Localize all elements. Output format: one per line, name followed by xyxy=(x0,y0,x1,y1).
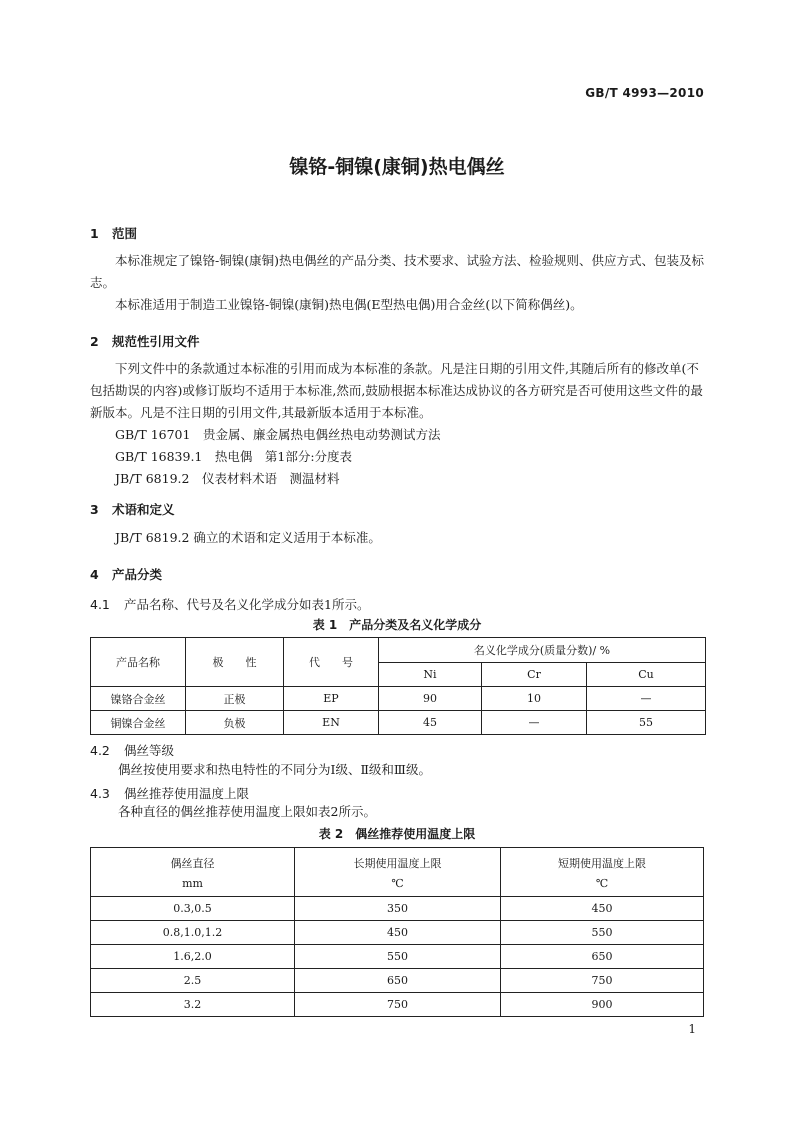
reference-item: JB/T 6819.2 仪表材料术语 测温材料 xyxy=(115,471,340,486)
cell-diameter: 0.3,0.5 xyxy=(91,897,295,921)
header-product-name: 产品名称 xyxy=(91,638,186,687)
header-code: 代 号 xyxy=(284,638,379,687)
cell-short-term: 450 xyxy=(501,897,704,921)
section-1-heading xyxy=(90,224,137,242)
section-2-heading xyxy=(90,332,200,350)
section-3-paragraph-1: JB/T 6819.2 确立的术语和定义适用于本标准。 xyxy=(115,530,381,545)
clause-4-2-text: 偶丝按使用要求和热电特性的不同分为Ⅰ级、Ⅱ级和Ⅲ级。 xyxy=(118,762,431,777)
cell-cu: — xyxy=(587,687,706,711)
table-row xyxy=(91,711,706,735)
cell-long-term: 450 xyxy=(295,921,501,945)
cell-long-term: 750 xyxy=(295,993,501,1017)
table-2 xyxy=(90,847,704,1017)
header-composition: 名义化学成分(质量分数)/ % xyxy=(379,638,706,663)
cell-ni: 90 xyxy=(379,687,482,711)
cell-short-term: 750 xyxy=(501,969,704,993)
cell-short-term: 900 xyxy=(501,993,704,1017)
table-row xyxy=(91,687,706,711)
header-long-term xyxy=(295,848,501,897)
cell-cr: — xyxy=(482,711,587,735)
section-number: 2 xyxy=(90,334,99,349)
header-cu: Cu xyxy=(587,663,706,687)
cell-cu: 55 xyxy=(587,711,706,735)
section-number: 4 xyxy=(90,567,99,582)
header-short-term-unit: ℃ xyxy=(595,876,609,890)
cell-short-term: 550 xyxy=(501,921,704,945)
section-4-heading xyxy=(90,565,162,583)
table-1 xyxy=(90,637,706,735)
header-diameter xyxy=(91,848,295,897)
cell-cr: 10 xyxy=(482,687,587,711)
standard-number: GB/T 4993—2010 xyxy=(585,86,704,100)
clause-title: 偶丝推荐使用温度上限 xyxy=(124,786,250,801)
cell-diameter: 0.8,1.0,1.2 xyxy=(91,921,295,945)
cell-polarity: 正极 xyxy=(186,687,284,711)
table-2-caption: 表 2 偶丝推荐使用温度上限 xyxy=(318,827,476,841)
header-ni: Ni xyxy=(379,663,482,687)
clause-number: 4.3 xyxy=(90,786,110,801)
cell-code: EN xyxy=(284,711,379,735)
header-long-term-label: 长期使用温度上限 xyxy=(353,856,442,870)
clause-number: 4.1 xyxy=(90,597,110,612)
clause-4-3-text: 各种直径的偶丝推荐使用温度上限如表2所示。 xyxy=(118,804,376,819)
section-title: 规范性引用文件 xyxy=(112,334,200,349)
table-1-caption: 表 1 产品分类及名义化学成分 xyxy=(312,618,482,632)
section-title: 范围 xyxy=(112,226,138,241)
cell-long-term: 550 xyxy=(295,945,501,969)
header-diameter-label: 偶丝直径 xyxy=(170,856,215,870)
section-1-paragraph-1: 本标准规定了镍铬-铜镍(康铜)热电偶丝的产品分类、技术要求、试验方法、检验规则、供应方式、包装及标志。 xyxy=(90,253,704,290)
table-row xyxy=(91,921,704,945)
section-title: 产品分类 xyxy=(112,567,163,582)
header-cr: Cr xyxy=(482,663,587,687)
section-1-paragraph-2: 本标准适用于制造工业镍铬-铜镍(康铜)热电偶(E型热电偶)用合金丝(以下简称偶丝)。 xyxy=(115,297,583,312)
reference-item: GB/T 16839.1 热电偶 第1部分:分度表 xyxy=(115,449,353,464)
cell-short-term: 650 xyxy=(501,945,704,969)
header-short-term xyxy=(501,848,704,897)
header-diameter-unit: mm xyxy=(182,876,203,890)
clause-number: 4.2 xyxy=(90,743,110,758)
cell-ni: 45 xyxy=(379,711,482,735)
section-number: 1 xyxy=(90,226,99,241)
cell-long-term: 650 xyxy=(295,969,501,993)
clause-4-1 xyxy=(90,595,369,613)
document-title: 镍铬-铜镍(康铜)热电偶丝 xyxy=(289,156,505,178)
header-long-term-unit: ℃ xyxy=(391,876,404,890)
cell-diameter: 3.2 xyxy=(91,993,295,1017)
table-row xyxy=(91,897,704,921)
cell-diameter: 2.5 xyxy=(91,969,295,993)
header-short-term-label: 短期使用温度上限 xyxy=(558,856,646,870)
clause-title: 偶丝等级 xyxy=(124,743,175,758)
cell-code: EP xyxy=(284,687,379,711)
section-title: 术语和定义 xyxy=(112,502,175,517)
reference-item: GB/T 16701 贵金属、廉金属热电偶丝热电动势测试方法 xyxy=(115,427,441,442)
cell-diameter: 1.6,2.0 xyxy=(91,945,295,969)
table-row xyxy=(91,945,704,969)
clause-4-3 xyxy=(90,784,249,802)
header-polarity: 极 性 xyxy=(186,638,284,687)
page-number: 1 xyxy=(688,1022,696,1036)
clause-4-2 xyxy=(90,741,174,759)
cell-polarity: 负极 xyxy=(186,711,284,735)
cell-long-term: 350 xyxy=(295,897,501,921)
table-row xyxy=(91,993,704,1017)
clause-text: 产品名称、代号及名义化学成分如表1所示。 xyxy=(124,597,370,612)
table-row xyxy=(91,969,704,993)
section-3-heading xyxy=(90,500,175,518)
section-number: 3 xyxy=(90,502,99,517)
cell-name: 铜镍合金丝 xyxy=(91,711,186,735)
cell-name: 镍铬合金丝 xyxy=(91,687,186,711)
section-2-paragraph-1: 下列文件中的条款通过本标准的引用而成为本标准的条款。凡是注日期的引用文件,其随后所有的修改单(不包括勘误的内容)或修订版均不适用于本标准,然而,鼓励根据本标准达成协议的各方研究是否可使用这些文件的最新版本。凡是不注日期的引用文件,其最新版本适用于本标准。 xyxy=(90,361,703,420)
